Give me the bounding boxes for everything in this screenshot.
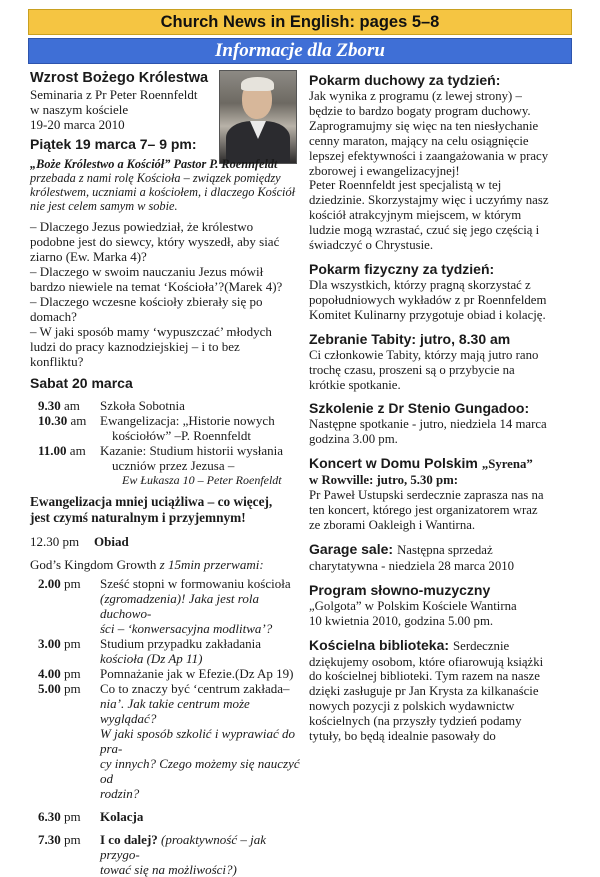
next-note: tować się na możliwości?) <box>100 862 237 877</box>
schedule-time: 2.00 pm <box>38 576 81 591</box>
section-library <box>309 637 571 744</box>
schedule-text: W jaki sposób szkolić i wyprawiać do pra- <box>100 726 295 756</box>
friday-heading: Piątek 19 marca 7– 9 pm: <box>30 136 197 152</box>
body-line: Następne spotkanie - jutro, niedziela 14 marca <box>309 417 547 432</box>
body-line: Komitet Kulinarny przygotuje obiad i kolację. <box>309 307 546 322</box>
section-heading: Pokarm duchowy za tydzień: <box>309 72 501 88</box>
schedule-text: Co to znaczy być ‘centrum zakłada– <box>100 681 290 696</box>
body-line: kościelnych (na przyszły tydzień podamy <box>309 714 522 729</box>
body-line: ludzie mogą wzrastać, czuć się jego częścią i <box>309 223 540 238</box>
schedule-text: Pomnażanie jak w Efezie.(Dz Ap 19) <box>100 666 294 681</box>
seminar-dates: 19-20 marca 2010 <box>30 117 125 132</box>
evangelism-note <box>30 494 300 526</box>
body-line: Ci członkowie Tabity, którzy mają jutro rano <box>309 347 539 362</box>
supper-label: Kolacja <box>100 809 144 824</box>
next-label: I co dalej? <box>100 832 158 847</box>
schedule-row <box>30 413 300 443</box>
body-line: będzie to bardzo bogaty program duchowy. <box>309 103 531 118</box>
section-tabitha <box>309 331 571 393</box>
questions-block <box>30 219 300 369</box>
schedule-time: 3.00 pm <box>38 636 81 651</box>
question-line: – W jaki sposób mamy ‘wypuszczać’ młodych <box>30 324 272 339</box>
body-line: 10 kwietnia 2010, godzina 5.00 pm. <box>309 613 494 628</box>
seminar-line-1: Seminaria z Pr Peter Roennfeldt <box>30 87 198 102</box>
question-line: ludzi do pracy kaznodziejskiej – i to bez <box>30 339 240 354</box>
section-heading: Szkolenie z Dr Stenio Gungadoo: <box>309 400 530 417</box>
section-training <box>309 400 571 447</box>
section-heading-suffix: „Syrena” <box>481 457 533 472</box>
friday-intro-line: „Boże Królestwo a Kościół” Pastor P. Roennfeldt <box>30 157 278 171</box>
schedule-time: 7.30 pm <box>38 832 81 847</box>
schedule-text: cy innych? Czego możemy się nauczyć od <box>100 756 300 786</box>
schedule-text: Ew Łukasza 10 – Peter Roenfeldt <box>122 473 282 487</box>
section-body <box>309 348 571 393</box>
schedule-row <box>30 636 300 666</box>
schedule-row <box>30 576 300 636</box>
body-line: tytuły, bo będą idealnie pasowały do <box>309 729 496 744</box>
schedule-time: 9.30 am <box>38 398 80 413</box>
lunch-row <box>30 534 300 549</box>
schedule-text: kościoła (Dz Ap 11) <box>100 651 203 666</box>
question-line: konfliktu? <box>30 354 84 369</box>
section-heading-line <box>309 541 571 559</box>
section-heading: Zebranie Tabity: jutro, 8.30 am <box>309 330 511 347</box>
schedule-text: kościołów” –P. Roennfeldt <box>112 428 252 443</box>
section-concert <box>309 455 571 533</box>
schedule-time: 6.30 pm <box>38 809 81 824</box>
schedule-time: 11.00 am <box>38 443 86 458</box>
schedule-text: rodzin? <box>100 786 140 801</box>
gkg-schedule <box>30 576 300 801</box>
schedule-text: Ewangelizacja: „Historie nowych <box>100 413 275 428</box>
schedule-time: 5.00 pm <box>38 681 81 696</box>
schedule-time: 12.30 pm <box>30 534 80 549</box>
schedule-text: Kazanie: Studium historii wysłania <box>100 443 284 458</box>
section-inline-text: Serdecznie <box>453 638 510 653</box>
right-column <box>309 72 571 744</box>
body-line: Dla wszystkich, którzy pragną skorzystać z <box>309 277 531 292</box>
schedule-text: nia’. Jak takie centrum może wyglądać? <box>100 696 250 726</box>
body-line: do kościelnej biblioteki. Tym razem na nasze <box>309 669 540 684</box>
body-line: lepszej efektywności i zaangażowania w pracy <box>309 148 549 163</box>
left-column <box>30 66 300 877</box>
section-body <box>309 278 571 323</box>
schedule-row <box>30 398 300 413</box>
body-line: świadczyć o Chrystusie. <box>309 238 434 253</box>
body-line: godzina 3.00 pm. <box>309 432 398 447</box>
body-line: Pr Paweł Ustupski serdecznie zaprasza nas na <box>309 488 544 503</box>
question-line: – Dlaczego Jezus powiedział, że królestwo <box>30 219 254 234</box>
schedule-text: uczniów przez Jezusa – <box>112 458 235 473</box>
body-line: dziękujemy osobom, które ofiarowują książki <box>309 654 544 669</box>
schedule-text: (zgromadzenia)! Jaka jest rola duchowo- <box>100 591 259 621</box>
body-line: popołudniowych wykładów z pr Roennfeldem <box>309 292 547 307</box>
body-line: kościół atrakcyjnym miejscem, w którym <box>309 208 522 223</box>
section-garage-sale <box>309 541 571 574</box>
english-news-banner: Church News in English: pages 5–8 <box>28 9 572 35</box>
body-line: ten koncert, którego jest organizatorem wraz <box>309 503 538 518</box>
section-inline-text: Następna sprzedaż <box>397 542 493 557</box>
section-body <box>309 473 571 533</box>
body-line: Jak wynika z programu (z lewej strony) – <box>309 89 522 103</box>
schedule-text: Studium przypadku zakładania <box>100 636 262 651</box>
section-body <box>309 599 571 629</box>
body-line: w Rowville: jutro, 5.30 pm: <box>309 473 459 488</box>
next-note: (proaktywność – jak przygo- <box>100 832 266 862</box>
section-heading: Koncert w Domu Polskim <box>309 455 478 472</box>
polish-info-banner: Informacje dla Zboru <box>28 38 572 64</box>
section-program <box>309 582 571 629</box>
schedule-row <box>30 666 300 681</box>
schedule-time: 10.30 am <box>38 413 87 428</box>
body-line: dzięki zasługuje pr Jan Krysta za kilkanaście <box>309 684 539 699</box>
section-heading-line <box>309 455 571 473</box>
schedule-row <box>30 681 300 801</box>
section-body <box>309 89 571 253</box>
question-line: bardzo niewiele na temat ‘Kościoła’?(Marek 4)? <box>30 279 283 294</box>
section-physical-food <box>309 261 571 323</box>
body-line: „Golgota” w Polskim Kościele Wantirna <box>309 598 517 613</box>
section-heading: Garage sale: <box>309 540 394 557</box>
body-line: charytatywna - niedziela 28 marca 2010 <box>309 558 515 573</box>
section-heading: Program słowno-muzyczny <box>309 581 491 598</box>
question-line: podobne jest do siewcy, który wyszedł, aby siać <box>30 234 280 249</box>
sabbath-heading: Sabat 20 marca <box>30 375 133 391</box>
body-line: nowych pozycji z polskich wydawnictw <box>309 699 515 714</box>
next-row <box>30 832 300 877</box>
sabbath-schedule <box>30 398 300 488</box>
question-line: ziarno (Ew. Marka 4)? <box>30 249 147 264</box>
body-line: krótkie spotkanie. <box>309 377 401 392</box>
evangelism-line: Ewangelizacja mniej uciążliwa – co więcej, <box>30 494 273 509</box>
evangelism-line: jest czymś naturalnym i przyjemnym! <box>30 510 246 525</box>
question-line: – Dlaczego wczesne kościoły zbierały się po <box>30 294 263 309</box>
body-line: Zaprogramujmy się więc na ten niesłychanie <box>309 118 539 133</box>
section-heading: Pokarm fizyczny za tydzień: <box>309 260 495 277</box>
seminar-title: Wzrost Bożego Królestwa <box>30 70 209 86</box>
section-body <box>309 655 571 744</box>
schedule-text: ści – ‘konwersacyjna modlitwa’? <box>100 621 273 636</box>
supper-row <box>30 809 300 824</box>
question-line: – Dlaczego w swoim nauczaniu Jezus mówił <box>30 264 264 279</box>
friday-intro-line: przebada z nami rolę Kościoła – związek pomiędzy <box>30 171 281 185</box>
gkg-note: z 15min przerwami: <box>159 557 264 572</box>
section-heading: Kościelna biblioteka: <box>309 636 450 653</box>
gkg-heading-line <box>30 557 300 572</box>
body-line: ze zborami Oakleigh i Wantirna. <box>309 517 476 532</box>
body-line: cenny maraton, mający na celu osiągnięcie <box>309 133 529 148</box>
friday-intro <box>30 157 300 213</box>
section-body <box>309 417 571 447</box>
body-line: trochę czasu, proszeni są o przybycie na <box>309 362 515 377</box>
schedule-text: Sześć stopni w formowaniu kościoła <box>100 576 291 591</box>
gkg-heading: God’s Kingdom Growth <box>30 557 157 572</box>
lunch-label: Obiad <box>94 534 129 549</box>
schedule-text: Szkoła Sobotnia <box>100 398 185 413</box>
seminar-line-2: w naszym kościele <box>30 102 129 117</box>
question-line: domach? <box>30 309 77 324</box>
section-heading-line <box>309 637 571 655</box>
body-line: zborowej i ewangelizacyjnej! <box>309 163 460 178</box>
friday-intro-line: nie jest celem samym w sobie. <box>30 199 178 213</box>
body-line: Peter Roennfeldt jest specjalistą w tej <box>309 178 502 193</box>
friday-intro-line: królestwem, uczniami a kościołem, i dlaczego Kościół <box>30 185 296 199</box>
section-spiritual-food <box>309 72 571 253</box>
schedule-row <box>30 443 300 488</box>
body-line: dziedzinie. Skorzystajmy więc i uczyńmy nasz <box>309 193 549 208</box>
section-body <box>309 559 571 574</box>
schedule-time: 4.00 pm <box>38 666 81 681</box>
